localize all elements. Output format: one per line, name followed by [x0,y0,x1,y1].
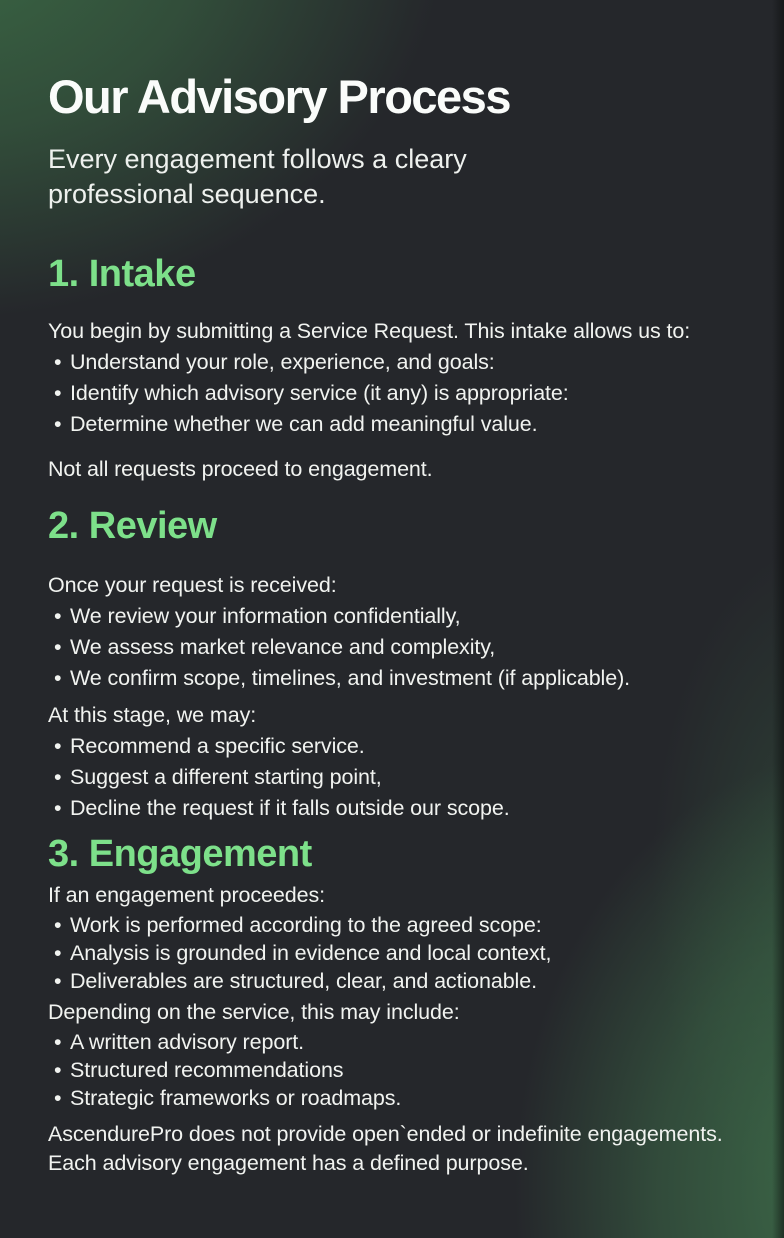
section-review [48,504,748,824]
list-item [48,731,748,762]
review-intro: Once your request is received: [48,573,337,597]
intake-bullet-list [48,347,748,440]
engagement-depending-intro: Depending on the service, this may include: [48,1000,460,1024]
section-engagement-heading: 3. Engagement [48,833,312,875]
bullet-text: Analysis is grounded in evidence and local context, [70,941,552,965]
bullet-icon: • [54,635,62,659]
intake-note: Not all requests proceed to engagement. [48,457,433,481]
page-title: Our Advisory Process [48,70,510,123]
list-item [48,967,748,995]
bullet-text: Work is performed according to the agreed scope: [70,913,542,937]
list-item [48,663,748,694]
disclaimer [48,1120,748,1178]
bullet-text: Identify which advisory service (it any) is appropriate: [70,381,569,405]
bullet-icon: • [54,1058,62,1082]
bullet-icon: • [54,412,62,436]
bullet-icon: • [54,734,62,758]
bullet-icon: • [54,1086,62,1110]
review-stage-bullet-list [48,731,748,824]
list-item [48,409,748,440]
disclaimer-line-2: Each advisory engagement has a defined purpose. [48,1151,529,1175]
bullet-icon: • [54,969,62,993]
bullet-text: We review your information confidentially, [70,604,461,628]
bullet-icon: • [54,381,62,405]
bullet-text: Determine whether we can add meaningful value. [70,412,538,436]
intake-intro: You begin by submitting a Service Request. This intake allows us to: [48,319,691,343]
list-item [48,347,748,378]
review-stage-intro: At this stage, we may: [48,703,257,727]
bullet-icon: • [54,941,62,965]
bullet-icon: • [54,765,62,789]
bullet-text: Suggest a different starting point, [70,765,382,789]
bullet-icon: • [54,604,62,628]
bullet-text: Recommend a specific service. [70,734,365,758]
bullet-icon: • [54,913,62,937]
bullet-text: We confirm scope, timelines, and investment (if applicable). [70,666,631,690]
list-item [48,601,748,632]
bullet-text: Strategic frameworks or roadmaps. [70,1086,402,1110]
engagement-depending-bullet-list [48,1028,748,1112]
list-item [48,762,748,793]
advisory-process-page [0,70,784,1238]
list-item [48,378,748,409]
bullet-text: Understand your role, experience, and goals: [70,350,495,374]
bullet-text: Deliverables are structured, clear, and actionable. [70,969,537,993]
bullet-icon: • [54,1030,62,1054]
bullet-text: Structured recommendations [70,1058,344,1082]
list-item [48,632,748,663]
list-item [48,1028,748,1056]
section-intake-heading: 1. Intake [48,253,196,295]
page-subtitle: Every engagement follows a cleary professional sequence. [48,144,467,209]
bullet-text: We assess market relevance and complexity, [70,635,496,659]
list-item [48,793,748,824]
list-item [48,939,748,967]
list-item [48,1056,748,1084]
disclaimer-line-1: AscendurePro does not provide open`ended or indefinite engagements. [48,1122,723,1146]
list-item [48,911,748,939]
bullet-icon: • [54,666,62,690]
section-engagement [48,832,748,1112]
list-item [48,1084,748,1112]
bullet-text: Decline the request if it falls outside our scope. [70,796,510,820]
section-intake [48,252,748,484]
engagement-bullet-list [48,911,748,995]
review-bullet-list [48,601,748,694]
engagement-intro: If an engagement proceedes: [48,883,325,907]
bullet-icon: • [54,350,62,374]
section-review-heading: 2. Review [48,505,217,547]
bullet-text: A written advisory report. [70,1030,304,1054]
bullet-icon: • [54,796,62,820]
